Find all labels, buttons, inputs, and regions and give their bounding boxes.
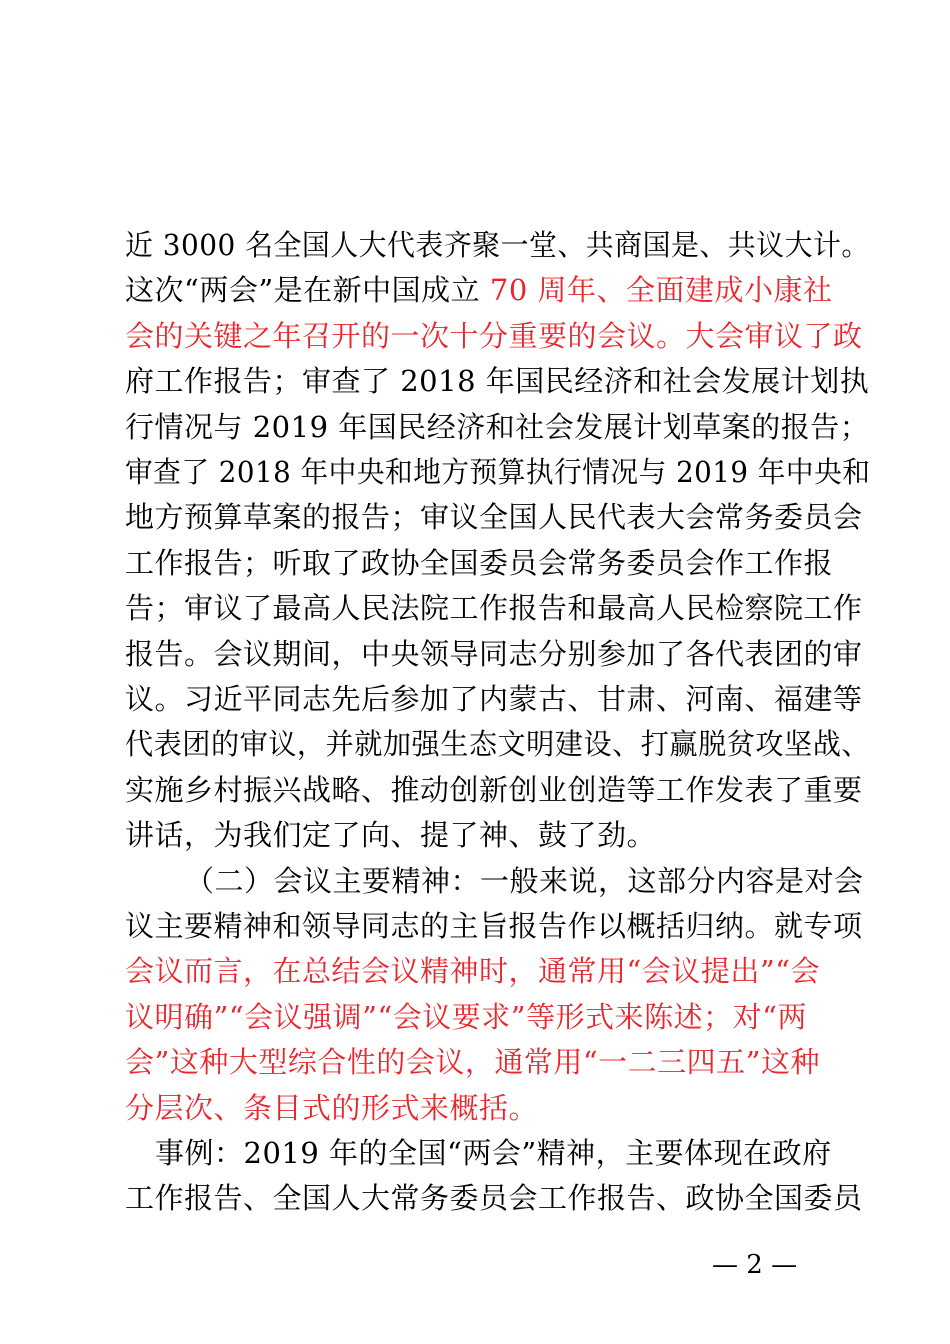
text-line	[125, 500, 863, 534]
text-line	[125, 455, 870, 489]
page-number: — 2 —	[712, 1250, 798, 1280]
text-line	[125, 410, 869, 444]
body-text: 行情况与 2019 年国民经济和社会发展计划草案的报告；	[125, 409, 870, 444]
text-line	[125, 727, 870, 761]
body-text: 议主要精神和领导同志的主旨报告作以概括归纳。就专项	[125, 909, 863, 943]
body-text: 工作报告、全国人大常务委员会工作报告、政协全国委员	[125, 1181, 863, 1216]
text-line	[125, 364, 869, 398]
text-line	[125, 228, 870, 262]
body-text: 审查了 2018 年中央和地方预算执行情况与 2019 年中央和	[125, 455, 871, 489]
body-text: 工作报告；听取了政协全国委员会常务委员会作工作报	[125, 545, 834, 580]
body-text: 地方预算草案的报告；审议全国人民代表大会常务委员会	[125, 500, 863, 535]
body-text: 报告。会议期间，中央领导同志分别参加了各代表团的审	[125, 636, 863, 671]
body-text: 事例：2019 年的全国“两会”精神，主要体现在政府	[155, 1136, 832, 1170]
highlighted-text: 分层次、条目式的形式来概括。	[125, 1090, 539, 1125]
highlighted-text: 70 周年、全面建成小康社	[489, 273, 833, 308]
text-line	[125, 682, 863, 716]
body-text: 这次“两会”是在新中国成立	[125, 273, 490, 308]
highlighted-text: 会议而言，在总结会议精神时，通常用“会议提出”“会	[125, 954, 820, 989]
text-line	[125, 818, 656, 852]
body-text: 代表团的审议，并就加强生态文明建设、打赢脱贫攻坚战、	[125, 727, 871, 762]
text-line	[125, 637, 863, 671]
text-line	[125, 1045, 820, 1079]
text-line	[125, 273, 833, 307]
text-line	[125, 1000, 807, 1034]
body-text: （二）会议主要精神：一般来说，这部分内容是对会	[185, 863, 864, 898]
text-line	[125, 954, 820, 988]
highlighted-text: 会的关键之年召开的一次十分重要的会议。大会审议了政	[125, 318, 863, 353]
text-line	[125, 773, 863, 807]
body-text: 近 3000 名全国人大代表齐聚一堂、共商国是、共议大计。	[125, 228, 870, 262]
text-line	[125, 591, 863, 625]
highlighted-text: 会”这种大型综合性的会议，通常用“一二三四五”这种	[125, 1045, 820, 1080]
text-line	[155, 1136, 832, 1170]
highlighted-text: 议明确”“会议强调”“会议要求”等形式来陈述；对“两	[125, 999, 807, 1034]
text-line	[125, 909, 863, 943]
body-text: 告；审议了最高人民法院工作报告和最高人民检察院工作	[125, 591, 863, 626]
body-text: 议。习近平同志先后参加了内蒙古、甘肃、河南、福建等	[125, 682, 863, 716]
text-line	[125, 1181, 863, 1215]
text-line	[125, 546, 833, 580]
body-text: 实施乡村振兴战略、推动创新创业创造等工作发表了重要	[125, 772, 863, 807]
text-line	[125, 319, 863, 353]
text-line	[185, 864, 864, 898]
body-text: 讲话，为我们定了向、提了神、鼓了劲。	[125, 818, 657, 853]
body-text: 府工作报告；审查了 2018 年国民经济和社会发展计划执	[125, 364, 870, 399]
text-line	[125, 1091, 538, 1125]
